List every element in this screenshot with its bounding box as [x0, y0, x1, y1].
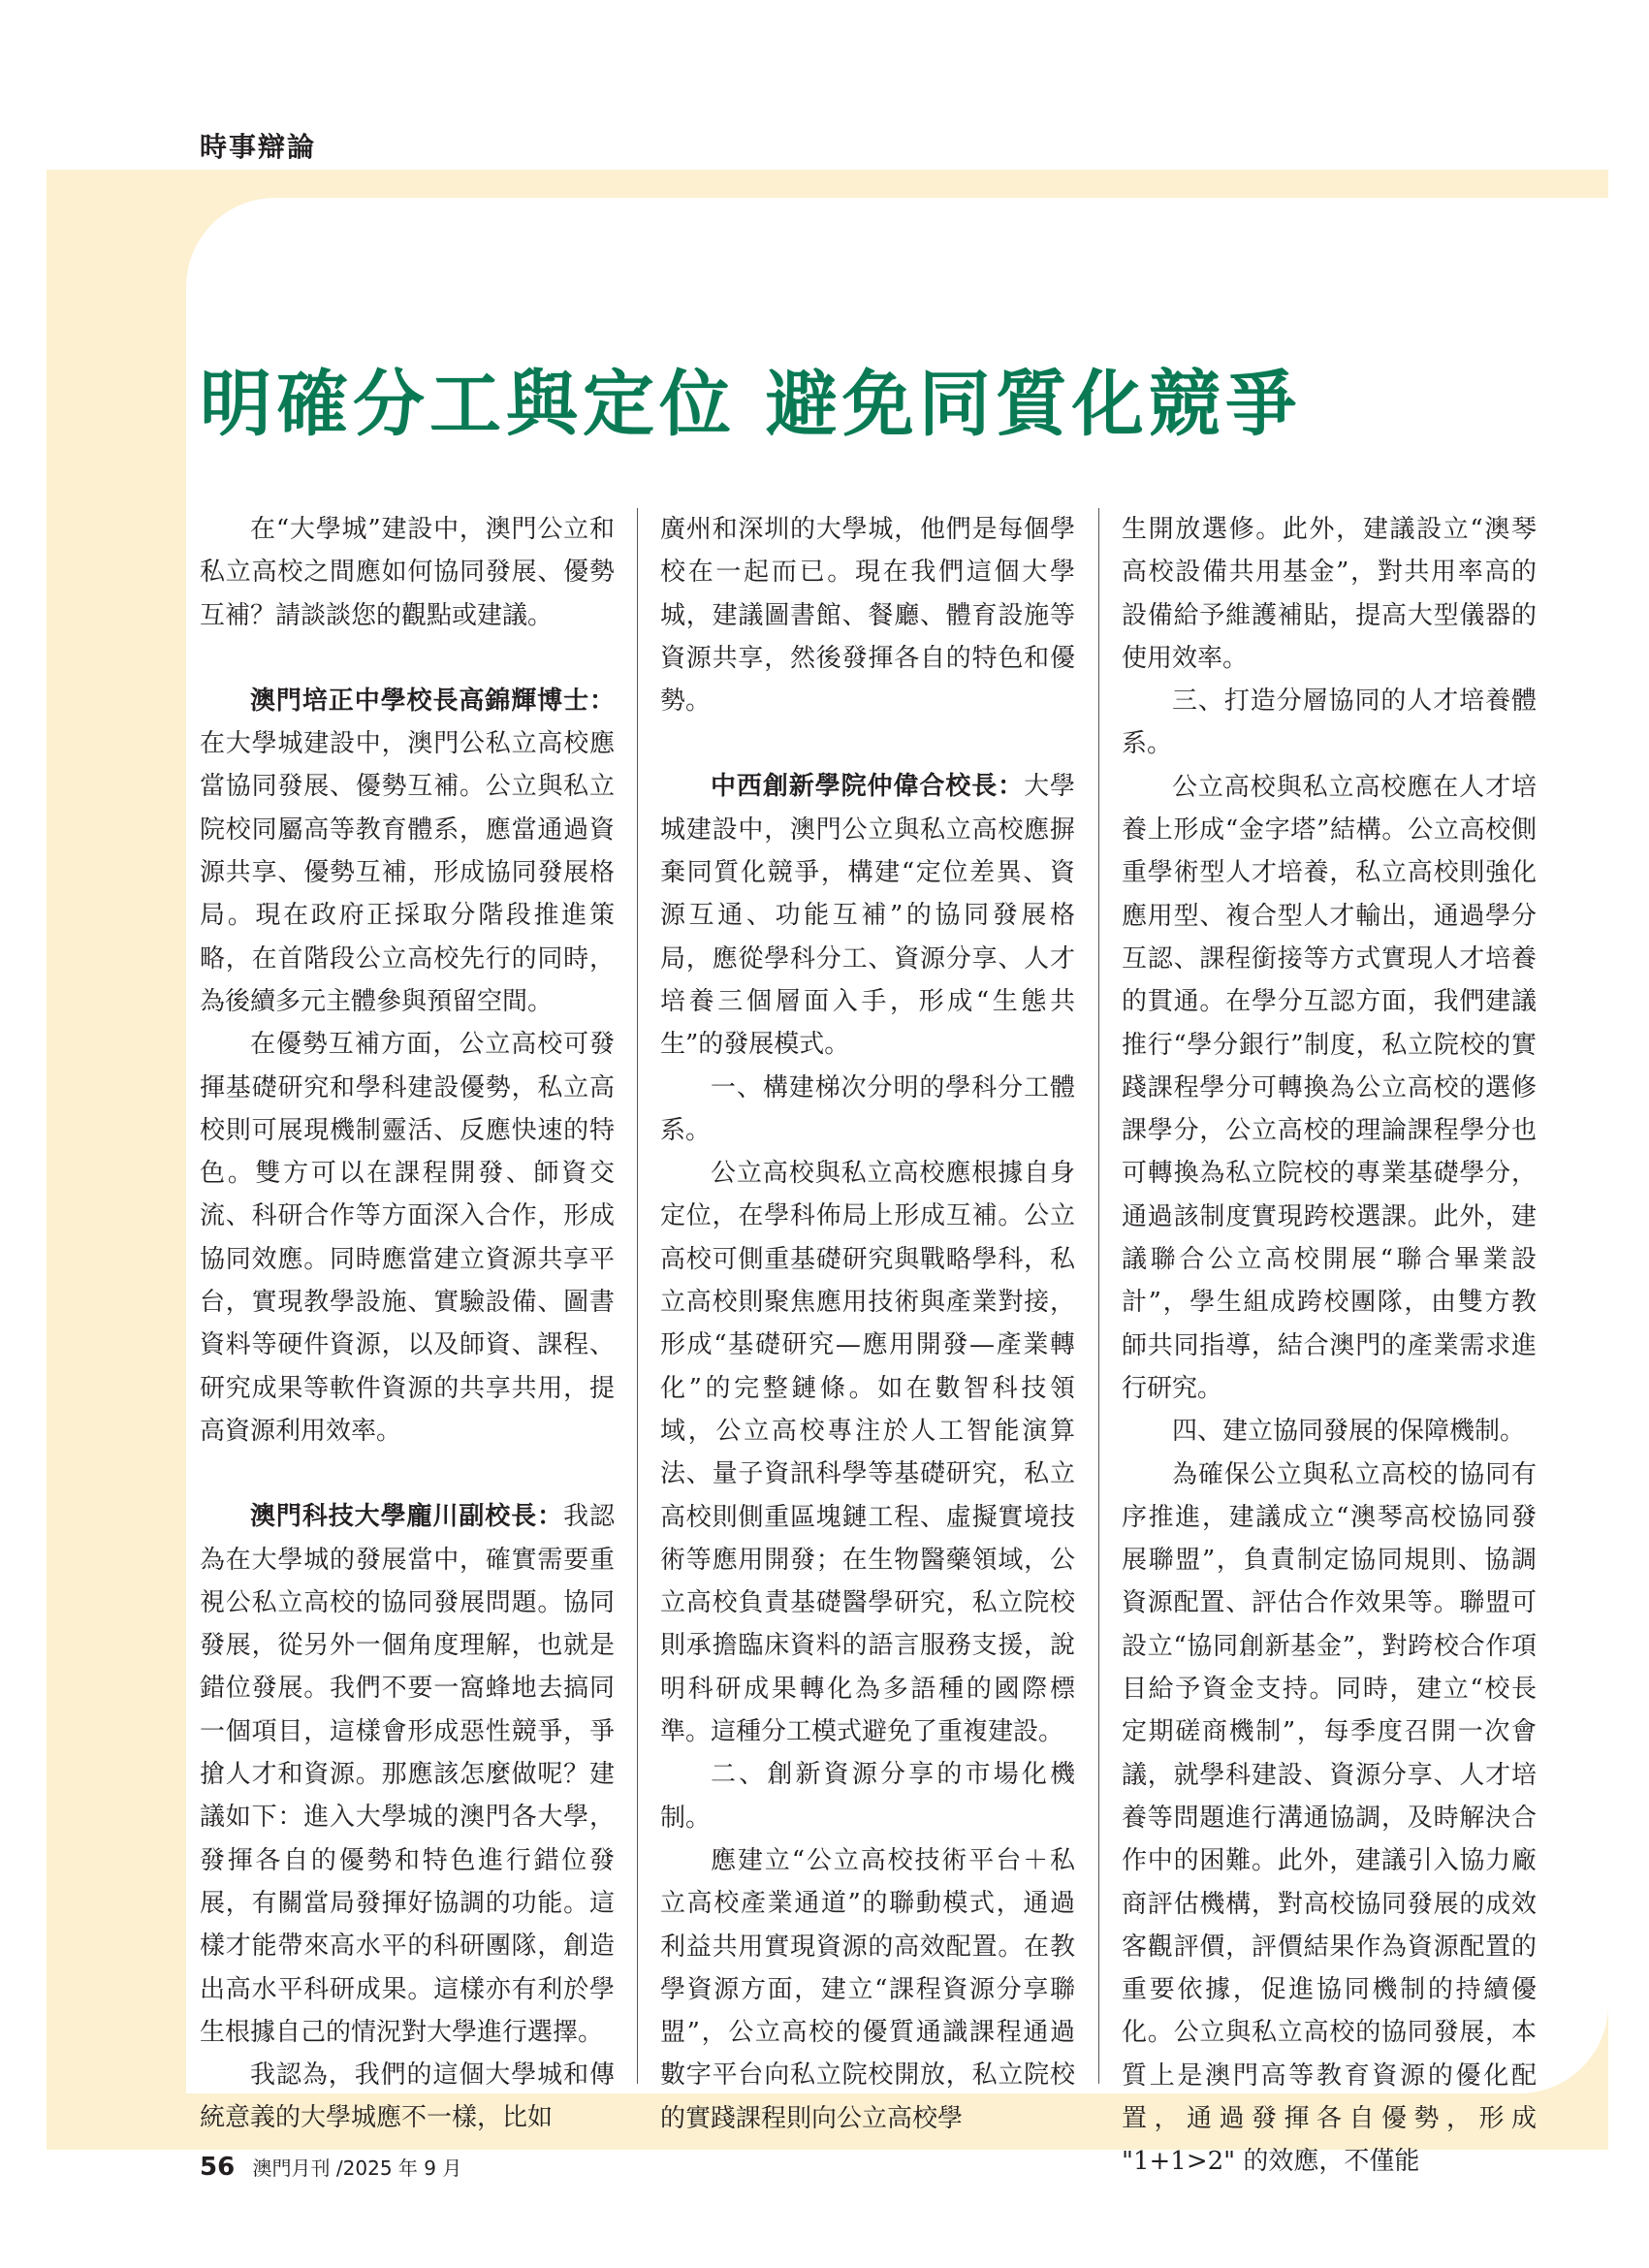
speaker-name: 澳門培正中學校長高錦輝博士：	[250, 686, 615, 716]
article-paragraph	[200, 1023, 615, 1453]
article-paragraph	[1122, 508, 1537, 680]
article-paragraph	[1122, 766, 1537, 1410]
article-paragraph	[660, 1753, 1075, 1839]
article-paragraph	[660, 1067, 1075, 1153]
article-paragraph	[200, 1495, 615, 2054]
publication-info: 澳門月刊 /2025 年 9 月	[252, 2156, 462, 2180]
article-paragraph	[660, 765, 1075, 1066]
article-paragraph	[660, 508, 1075, 722]
paragraph-text: 公立高校與私立高校應在人才培養上形成“金字塔”結構。公立高校側重學術型人才培養，私立高校則強化應用型、複合型人才輸出，通過學分互認、課程銜接等方式實現人才培養的貫通。在學分互認方面，我們建議推行“學分銀行”制度，私立院校的實踐課程學分可轉換為公立高校的選修課學分，公立高校的理論課程學分也可轉換為私立院校的專業基礎學分，通過該制度實現跨校選課。此外，建議聯合公立高校開展“聯合畢業設計”，學生組成跨校團隊，由雙方教師共同指導，結合澳門的產業需求進行研究。	[1122, 772, 1537, 1403]
paragraph-text: 生開放選修。此外，建議設立“澳琴高校設備共用基金”，對共用率高的設備給予維護補貼，提高大型儀器的使用效率。	[1122, 515, 1537, 673]
article-paragraph	[200, 2054, 615, 2140]
speaker-name: 澳門科技大學龐川副校長：	[250, 1502, 564, 1532]
paragraph-text: 為確保公立與私立高校的協同有序推進，建議成立“澳琴高校協同發展聯盟”，負責制定協同規則、協調資源配置、評估合作效果等。聯盟可設立“協同創新基金”，對跨校合作項目給予資金支持。同時，建立“校長定期磋商機制”，每季度召開一次會議，就學科建設、資源分享、人才培養等問題進行溝通協調，及時解決合作中的困難。此外，建議引入協力廠商評估機構，對高校協同發展的成效客觀評價，評價結果作為資源配置的重要依據，促進協同機制的持續優化。公立與私立高校的協同發展，本質上是澳門高等教育資源的優化配置，通過發揮各自優勢，形成 "1+1>2" 的效應，不僅能	[1122, 1459, 1537, 2177]
article-paragraph	[200, 508, 615, 637]
article-paragraph	[1122, 680, 1537, 766]
text-column-1	[200, 508, 615, 2133]
article-paragraph	[660, 1152, 1075, 1753]
speaker-name: 中西創新學院仲偉合校長：	[711, 772, 1025, 802]
paragraph-text: 公立高校與私立高校應根據自身定位，在學科佈局上形成互補。公立高校可側重基礎研究與戰略學科，私立高校則聚焦應用技術與產業對接，形成“基礎研究—應用開發—產業轉化”的完整鏈條。如在數智科技領域，公立高校專注於人工智能演算法、量子資訊科學等基礎研究，私立高校則側重區塊鏈工程、虛擬實境技術等應用開發；在生物醫藥領域，公立高校負責基礎醫學研究，私立院校則承擔臨床資料的語言服務支援，說明科研成果轉化為多語種的國際標準。這種分工模式避免了重複建設。	[660, 1159, 1075, 1747]
paragraph-text: 我認為在大學城的發展當中，確實需要重視公私立高校的協同發展問題。協同發展，從另外一個角度理解，也就是錯位發展。我們不要一窩蜂地去搞同一個項目，這樣會形成惡性競爭，爭搶人才和資源。那應該怎麼做呢？建議如下：進入大學城的澳門各大學，發揮各自的優勢和特色進行錯位發展，有關當局發揮好協調的功能。這樣才能帶來高水平的科研團隊，創造出高水平科研成果。這樣亦有利於學生根據自己的情況對大學進行選擇。	[200, 1502, 615, 2047]
paragraph-text: 大學城建設中，澳門公立與私立高校應摒棄同質化競爭，構建“定位差異、資源互通、功能互補”的協同發展格局，應從學科分工、資源分享、人才培養三個層面入手，形成“生態共生”的發展模式。	[660, 772, 1075, 1060]
paragraph-text: 三、打造分層協同的人才培養體系。	[1122, 687, 1537, 759]
paragraph-text: 在“大學城”建設中，澳門公立和私立高校之間應如何協同發展、優勢互補？請談談您的觀點或建議。	[200, 515, 615, 630]
page-footer	[200, 2153, 461, 2182]
text-column-2	[660, 508, 1075, 2133]
article-paragraph	[200, 680, 615, 1023]
paragraph-text: 在大學城建設中，澳門公私立高校應當協同發展、優勢互補。公立與私立院校同屬高等教育體系，應當通過資源共享、優勢互補，形成協同發展格局。現在政府正採取分階段推進策略，在首階段公立高校先行的同時，為後續多元主體參與預留空間。	[200, 729, 615, 1016]
paragraph-text: 在優勢互補方面，公立高校可發揮基礎研究和學科建設優勢，私立高校則可展現機制靈活、反應快速的特色。雙方可以在課程開發、師資交流、科研合作等方面深入合作，形成協同效應。同時應當建立資源共享平台，實現教學設施、實驗設備、圖書資料等硬件資源，以及師資、課程、研究成果等軟件資源的共享共用，提高資源利用效率。	[200, 1030, 615, 1446]
article-paragraph	[1122, 1453, 1537, 2184]
article-paragraph	[660, 1839, 1075, 2140]
section-label: 時事辯論	[200, 131, 317, 163]
text-column-3	[1122, 508, 1537, 2177]
paragraph-text: 應建立“公立高校技術平台＋私立高校產業通道”的聯動模式，通過利益共用實現資源的高效配置。在教學資源方面，建立“課程資源分享聯盟”，公立高校的優質通識課程通過數字平台向私立院校開放，私立院校的實踐課程則向公立高校學	[660, 1845, 1075, 2133]
paragraph-text: 一、構建梯次分明的學科分工體系。	[660, 1072, 1075, 1145]
paragraph-text: 廣州和深圳的大學城，他們是每個學校在一起而已。現在我們這個大學城，建議圖書館、餐廳、體育設施等資源共享，然後發揮各自的特色和優勢。	[660, 515, 1075, 717]
article-paragraph	[1122, 1410, 1537, 1453]
article-title: 明確分工與定位 避免同質化競爭	[200, 363, 1302, 446]
paragraph-text: 二、創新資源分享的市場化機制。	[660, 1760, 1075, 1833]
paragraph-text: 四、建立協同發展的保障機制。	[1172, 1417, 1526, 1447]
paragraph-text: 我認為，我們的這個大學城和傳統意義的大學城應不一樣，比如	[200, 2060, 615, 2133]
page-number: 56	[200, 2153, 236, 2182]
column-divider	[637, 508, 638, 2084]
column-divider	[1098, 508, 1099, 2084]
